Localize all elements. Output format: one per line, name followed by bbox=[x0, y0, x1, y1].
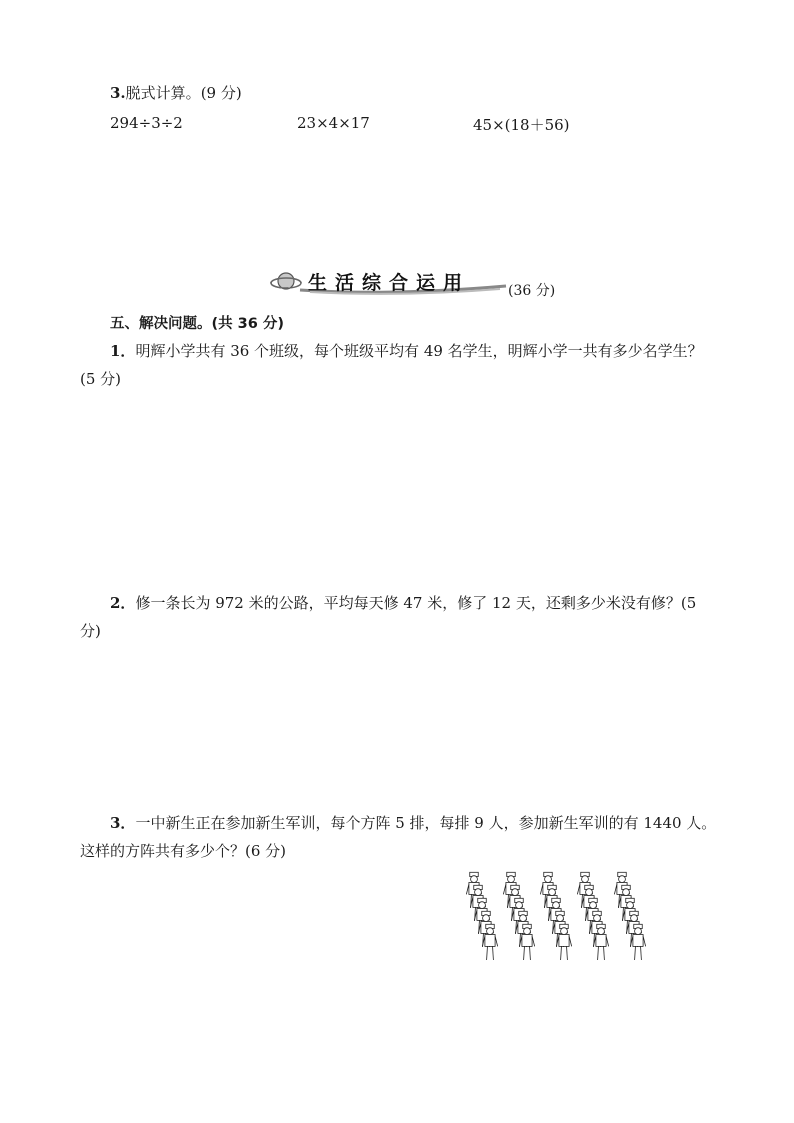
expression-3: 45×(18＋56) bbox=[473, 116, 570, 134]
problem-1-points: (5 分) bbox=[80, 370, 122, 388]
problem-2-number: 2． bbox=[110, 594, 136, 612]
expression-2: 23×4×17 bbox=[297, 114, 370, 132]
problem-1-text: 明辉小学共有 36 个班级，每个班级平均有 49 名学生，明辉小学一共有多少名学生？ bbox=[135, 342, 703, 360]
problem-3-text: 一中新生正在参加新生军训，每个方阵 5 排，每排 9 人，参加新生军训的有 1440 人。 bbox=[135, 814, 717, 832]
expression-1: 294÷3÷2 bbox=[110, 114, 183, 132]
problem-3-number: 3． bbox=[110, 814, 136, 832]
section-3-title: 脱式计算。 bbox=[125, 84, 201, 102]
part-5-heading: 五、解决问题。(共 36 分) bbox=[110, 316, 285, 332]
problem-1-number: 1． bbox=[110, 342, 136, 360]
problem-2 bbox=[80, 589, 696, 645]
section-banner bbox=[270, 266, 510, 298]
problem-3 bbox=[80, 809, 716, 865]
section-3-number: 3. bbox=[110, 84, 126, 102]
banner-title: 生活综合运用 bbox=[308, 272, 471, 294]
problem-2-points: 分) bbox=[80, 622, 101, 640]
marching-students-illustration bbox=[460, 870, 670, 985]
problem-1 bbox=[80, 337, 703, 393]
section-3-heading bbox=[110, 82, 242, 103]
problem-2-text: 修一条长为 972 米的公路，平均每天修 47 米，修了 12 天，还剩多少米没有修？(5 bbox=[135, 594, 697, 612]
problem-3-text-cont: 这样的方阵共有多少个？(6 分) bbox=[80, 842, 287, 860]
banner-points: (36 分) bbox=[508, 283, 556, 299]
section-3-points: (9 分) bbox=[200, 84, 242, 102]
